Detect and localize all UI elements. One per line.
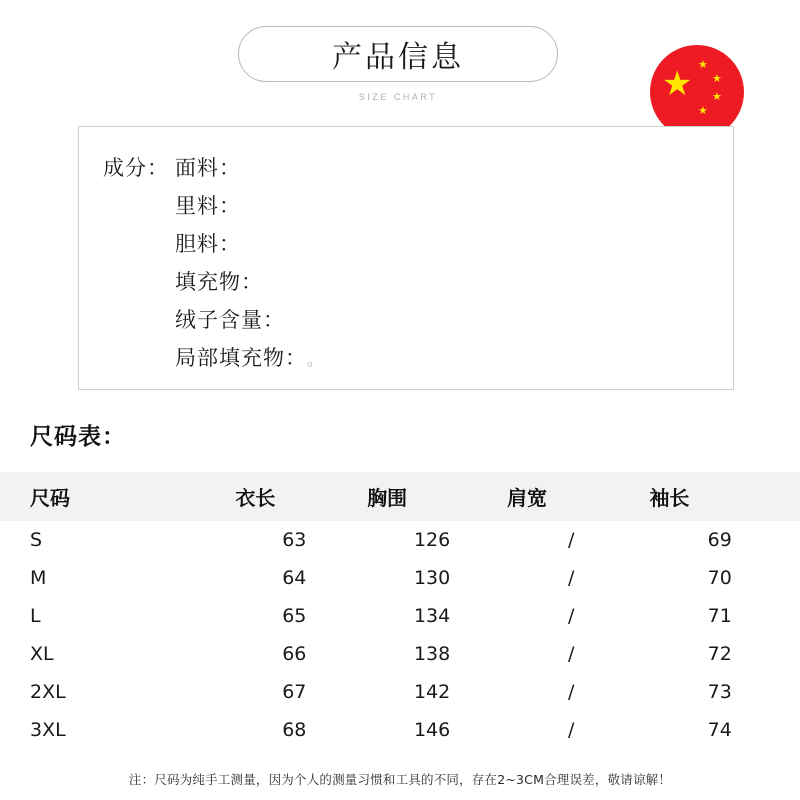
table-row	[0, 635, 800, 673]
cell-bust: 130	[413, 567, 451, 589]
cell-size: M	[30, 567, 47, 589]
cell-size: 2XL	[30, 681, 66, 703]
composition-row	[103, 149, 733, 187]
composition-row	[103, 339, 733, 379]
page-subtitle: SIZE CHART	[358, 92, 438, 102]
size-chart-body	[0, 521, 800, 749]
cell-bust: 142	[413, 681, 451, 703]
cell-shoulder: /	[568, 643, 575, 665]
column-header-bust: 胸围	[367, 486, 408, 510]
size-chart-head	[0, 472, 800, 521]
cell-size: XL	[30, 643, 54, 665]
composition-row	[103, 225, 733, 263]
flag-star-small-2-icon: ★	[712, 72, 722, 85]
cell-size: 3XL	[30, 719, 66, 741]
flag-star-large-icon: ★	[662, 64, 693, 104]
table-row	[0, 673, 800, 711]
composition-panel	[78, 126, 734, 390]
composition-item-label: 胆料：	[175, 232, 241, 256]
cell-length: 67	[282, 681, 307, 703]
column-header-shoulder: 肩宽	[506, 486, 547, 510]
cell-length: 64	[282, 567, 307, 589]
cell-sleeve: 72	[707, 643, 732, 665]
cell-shoulder: /	[568, 719, 575, 741]
table-row	[0, 597, 800, 635]
composition-row	[103, 263, 733, 301]
cell-shoulder: /	[568, 681, 575, 703]
cell-length: 63	[282, 529, 307, 551]
table-row	[0, 521, 800, 559]
table-header-row	[0, 472, 800, 521]
cell-bust: 134	[413, 605, 451, 627]
cell-sleeve: 71	[707, 605, 732, 627]
china-flag-badge	[650, 45, 744, 139]
cell-sleeve: 70	[707, 567, 732, 589]
composition-item-label: 填充物：	[175, 270, 263, 294]
composition-list	[79, 127, 733, 379]
cell-bust: 146	[413, 719, 451, 741]
size-chart-table	[0, 472, 800, 749]
composition-item-label: 局部填充物：	[175, 346, 307, 370]
cell-shoulder: /	[568, 529, 575, 551]
measurement-note: 注：尺码为纯手工测量，因为个人的测量习惯和工具的不同，存在2~3CM合理误差，敬请谅解！	[128, 772, 672, 787]
composition-item-value: 。	[307, 350, 325, 369]
column-header-length: 衣长	[235, 486, 276, 510]
composition-item-label: 面料：	[175, 156, 241, 180]
flag-star-small-3-icon: ★	[712, 90, 722, 103]
cell-sleeve: 74	[707, 719, 732, 741]
cell-bust: 126	[413, 529, 451, 551]
cell-length: 68	[282, 719, 307, 741]
column-header-sleeve: 袖长	[649, 486, 690, 510]
size-chart-heading: 尺码表：	[30, 424, 126, 450]
title-pill	[238, 26, 558, 82]
page-header	[0, 0, 800, 120]
composition-item-label: 绒子含量：	[175, 308, 285, 332]
page-title: 产品信息	[332, 40, 464, 75]
cell-length: 66	[282, 643, 307, 665]
flag-star-small-1-icon: ★	[698, 58, 708, 71]
composition-lead-label: 成分：	[103, 156, 169, 180]
composition-row	[103, 301, 733, 339]
cell-shoulder: /	[568, 567, 575, 589]
cell-shoulder: /	[568, 605, 575, 627]
composition-row	[103, 187, 733, 225]
cell-sleeve: 73	[707, 681, 732, 703]
cell-size: L	[30, 605, 41, 627]
composition-item-label: 里料：	[175, 194, 241, 218]
cell-length: 65	[282, 605, 307, 627]
cell-bust: 138	[413, 643, 451, 665]
column-header-size: 尺码	[30, 486, 70, 510]
table-row	[0, 711, 800, 749]
table-row	[0, 559, 800, 597]
cell-sleeve: 69	[707, 529, 732, 551]
cell-size: S	[30, 529, 43, 551]
flag-star-small-4-icon: ★	[698, 104, 708, 117]
